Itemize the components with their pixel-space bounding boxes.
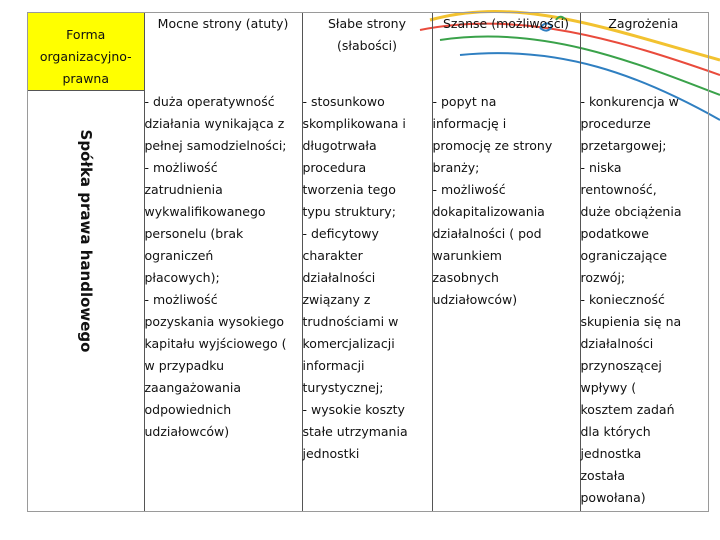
- opportunities-line: - możliwość: [432, 181, 506, 197]
- opportunities-line: dokapitalizowania: [432, 203, 545, 219]
- threats-line: dla których: [580, 423, 651, 439]
- row-label-cell: [28, 91, 144, 512]
- threats-line: - konieczność: [580, 291, 665, 307]
- threats-line: powołana): [580, 489, 646, 505]
- opportunities-line: warunkiem: [432, 247, 502, 263]
- strengths-line: zatrudnienia: [144, 181, 223, 197]
- weaknesses-cell: [302, 91, 432, 512]
- strengths-line: działania wynikająca z: [144, 115, 285, 131]
- strengths-line: - możliwość: [144, 159, 218, 175]
- strengths-line: - możliwość: [144, 291, 218, 307]
- opportunities-cell: [432, 91, 580, 512]
- weaknesses-line: turystycznej;: [302, 379, 384, 395]
- strengths-cell: [144, 91, 302, 512]
- strengths-line: udziałowców): [144, 423, 230, 439]
- opportunities-line: zasobnych: [432, 269, 499, 285]
- threats-line: kosztem zadań: [580, 401, 675, 417]
- weaknesses-line: informacji: [302, 357, 365, 373]
- strengths-line: personelu (brak: [144, 225, 244, 241]
- weaknesses-line: typu struktury;: [302, 203, 396, 219]
- opportunities-line: branży;: [432, 159, 480, 175]
- weaknesses-line: tworzenia tego: [302, 181, 396, 197]
- strengths-list: [145, 91, 302, 443]
- strengths-line: w przypadku: [144, 357, 225, 373]
- threats-line: przynoszącej: [580, 357, 662, 373]
- weaknesses-line: stałe utrzymania: [302, 423, 408, 439]
- threats-line: rentowność,: [580, 181, 657, 197]
- weaknesses-line: związany z: [302, 291, 371, 307]
- header-opportunities: Szanse (możliwości): [432, 13, 580, 91]
- strengths-line: pozyskania wysokiego: [144, 313, 285, 329]
- weaknesses-list: [303, 91, 432, 465]
- strengths-line: ograniczeń: [144, 247, 214, 263]
- strengths-line: - duża operatywność: [144, 93, 275, 109]
- strengths-line: odpowiednich: [144, 401, 232, 417]
- swot-table: [28, 13, 706, 511]
- strengths-line: wykwalifikowanego: [144, 203, 266, 219]
- weaknesses-line: - stosunkowo: [302, 93, 385, 109]
- threats-line: rozwój;: [580, 269, 626, 285]
- opportunities-line: informację i: [432, 115, 507, 131]
- threats-line: wpływy (: [580, 379, 637, 395]
- header-form-label: [28, 13, 144, 90]
- threats-line: podatkowe: [580, 225, 649, 241]
- weaknesses-line: długotrwała: [302, 137, 377, 153]
- row-label: Spółka prawa handlowego: [76, 129, 95, 353]
- threats-cell: [580, 91, 706, 512]
- weaknesses-line: - deficytowy: [302, 225, 379, 241]
- header-weaknesses: [302, 13, 432, 91]
- header-weaknesses-text: Słabe strony (słabości): [328, 16, 406, 53]
- weaknesses-line: jednostki: [302, 445, 360, 461]
- header-row: [28, 13, 706, 91]
- opportunities-line: działalności ( pod: [432, 225, 542, 241]
- opportunities-line: udziałowców): [432, 291, 518, 307]
- threats-line: skupienia się na: [580, 313, 682, 329]
- opportunities-line: - popyt na: [432, 93, 497, 109]
- threats-line: duże obciążenia: [580, 203, 682, 219]
- weaknesses-line: procedura: [302, 159, 367, 175]
- strengths-line: pełnej samodzielności;: [144, 137, 287, 153]
- header-form-cell: [28, 13, 144, 91]
- threats-line: jednostka: [580, 445, 642, 461]
- weaknesses-line: komercjalizacji: [302, 335, 395, 351]
- threats-line: procedurze: [580, 115, 651, 131]
- weaknesses-line: trudnościami w: [302, 313, 399, 329]
- threats-line: działalności: [580, 335, 654, 351]
- header-strengths: Mocne strony (atuty): [144, 13, 302, 91]
- strengths-line: zaangażowania: [144, 379, 242, 395]
- strengths-line: kapitału wyjściowego (: [144, 335, 287, 351]
- opportunities-list: [433, 91, 580, 311]
- weaknesses-line: skomplikowana i: [302, 115, 406, 131]
- weaknesses-line: - wysokie koszty: [302, 401, 405, 417]
- threats-line: przetargowej;: [580, 137, 667, 153]
- threats-line: ograniczające: [580, 247, 668, 263]
- opportunities-line: promocję ze strony: [432, 137, 553, 153]
- threats-list: [581, 91, 707, 509]
- threats-line: - niska: [580, 159, 622, 175]
- strengths-line: płacowych);: [144, 269, 220, 285]
- threats-line: została: [580, 467, 625, 483]
- header-form-label-text: Forma organizacyjno-prawna: [39, 27, 132, 86]
- body-row: [28, 91, 706, 512]
- weaknesses-line: działalności: [302, 269, 376, 285]
- weaknesses-line: charakter: [302, 247, 363, 263]
- threats-line: - konkurencja w: [580, 93, 679, 109]
- header-threats: Zagrożenia: [608, 16, 679, 31]
